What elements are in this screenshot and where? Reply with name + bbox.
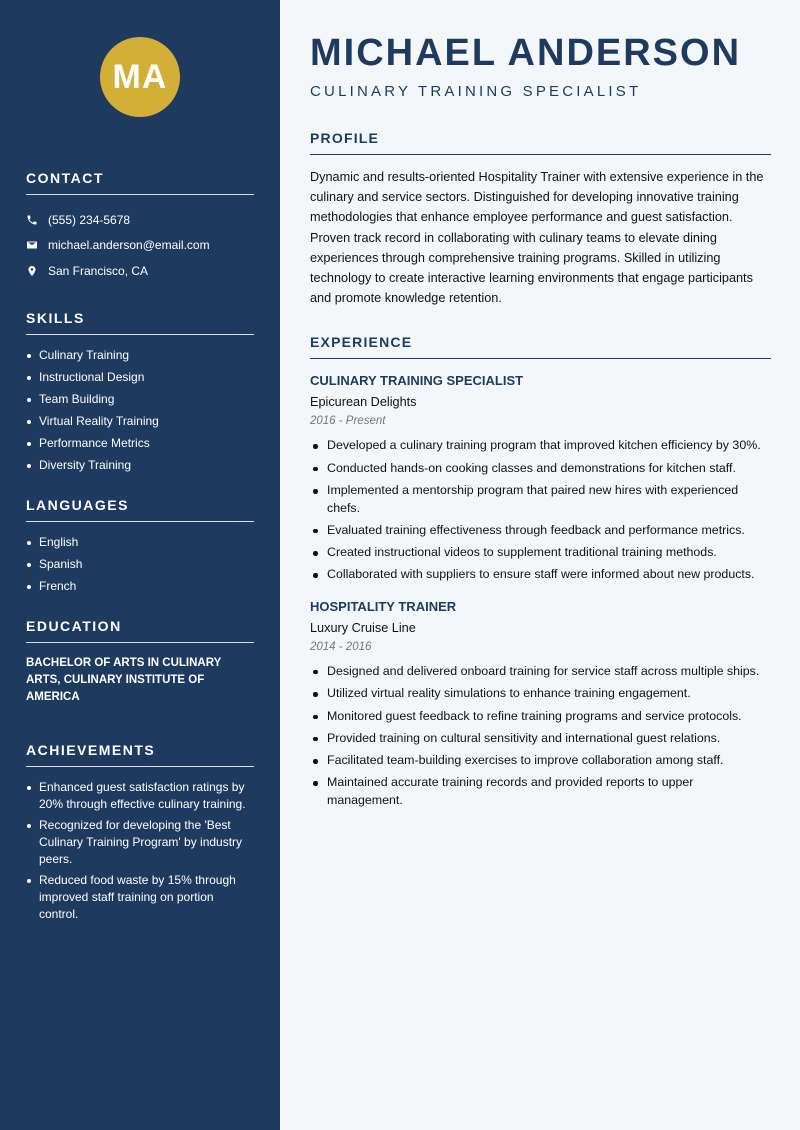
language-item: Spanish bbox=[26, 556, 254, 573]
job-title: CULINARY TRAINING SPECIALIST bbox=[310, 373, 524, 389]
contact-email bbox=[26, 233, 254, 259]
company-name: Epicurean Delights bbox=[310, 395, 417, 410]
contact-location bbox=[26, 258, 254, 284]
job-bullet: Monitored guest feedback to refine training programs and service protocols. bbox=[310, 708, 771, 726]
achievements-heading: ACHIEVEMENTS bbox=[26, 742, 254, 767]
job-bullet: Designed and delivered onboard training for service staff across multiple ships. bbox=[310, 663, 771, 681]
languages-list bbox=[26, 534, 254, 595]
job-bullet: Facilitated team-building exercises to improve collaboration among staff. bbox=[310, 752, 771, 770]
job-dates: 2014 - 2016 bbox=[310, 640, 372, 653]
email-text: michael.anderson@email.com bbox=[48, 238, 210, 253]
job-headline: CULINARY TRAINING SPECIALIST bbox=[310, 83, 642, 100]
skills-list bbox=[26, 347, 254, 474]
job-bullet: Conducted hands-on cooking classes and demonstrations for kitchen staff. bbox=[310, 460, 771, 478]
job-bullet: Provided training on cultural sensitivity and international guest relations. bbox=[310, 730, 771, 748]
contact-heading: CONTACT bbox=[26, 170, 254, 195]
job-bullet: Developed a culinary training program that improved kitchen efficiency by 30%. bbox=[310, 437, 771, 455]
achievement-item: Recognized for developing the 'Best Culinary Training Program' by industry peers. bbox=[26, 817, 254, 868]
job-bullet: Implemented a mentorship program that paired new hires with experienced chefs. bbox=[310, 482, 771, 517]
contact-section bbox=[26, 170, 254, 284]
skill-item: Instructional Design bbox=[26, 369, 254, 386]
location-pin-icon bbox=[26, 265, 38, 277]
education-heading: EDUCATION bbox=[26, 618, 254, 643]
mail-icon bbox=[26, 239, 38, 251]
main-content bbox=[280, 0, 800, 1130]
education-section bbox=[26, 618, 254, 706]
experience-section bbox=[310, 334, 771, 809]
skill-item: Performance Metrics bbox=[26, 435, 254, 452]
job-bullet: Collaborated with suppliers to ensure staff were informed about new products. bbox=[310, 566, 771, 584]
achievement-item: Enhanced guest satisfaction ratings by 20% through effective culinary training. bbox=[26, 779, 254, 813]
achievements-list bbox=[26, 779, 254, 923]
achievement-item: Reduced food waste by 15% through improved staff training on portion control. bbox=[26, 872, 254, 923]
skill-item: Diversity Training bbox=[26, 457, 254, 474]
job-dates: 2016 - Present bbox=[310, 415, 386, 428]
skills-section bbox=[26, 310, 254, 474]
job-bullet: Created instructional videos to supplement traditional training methods. bbox=[310, 544, 771, 562]
location-text: San Francisco, CA bbox=[48, 263, 149, 278]
job-entry bbox=[310, 373, 771, 583]
profile-section bbox=[310, 130, 771, 308]
avatar: MA bbox=[100, 37, 180, 117]
language-item: English bbox=[26, 534, 254, 551]
skill-item: Team Building bbox=[26, 391, 254, 408]
skill-item: Culinary Training bbox=[26, 347, 254, 364]
language-item: French bbox=[26, 578, 254, 595]
skills-heading: SKILLS bbox=[26, 310, 254, 335]
job-title: HOSPITALITY TRAINER bbox=[310, 598, 457, 614]
job-bullets bbox=[310, 437, 771, 583]
full-name: MICHAEL ANDERSON bbox=[310, 32, 742, 74]
profile-text: Dynamic and results-oriented Hospitality Trainer with extensive experience in the culinary and service sectors. Distinguished for developing innovative training methodologies that enhance employee performance and guest satisfaction. Proven track record in collaborating with culinary teams to elevate dining experiences through comprehensive training programs. Skilled in utilizing technology to create interactive learning environments that engage participants and promote knowledge retention. bbox=[310, 170, 764, 306]
profile-heading: PROFILE bbox=[310, 130, 771, 155]
contact-phone bbox=[26, 207, 254, 233]
languages-section bbox=[26, 497, 254, 595]
job-bullets bbox=[310, 663, 771, 809]
phone-icon bbox=[26, 214, 38, 226]
experience-heading: EXPERIENCE bbox=[310, 334, 771, 359]
job-bullet: Utilized virtual reality simulations to enhance training engagement. bbox=[310, 685, 771, 703]
company-name: Luxury Cruise Line bbox=[310, 620, 416, 635]
phone-text: (555) 234-5678 bbox=[48, 212, 131, 227]
sidebar bbox=[0, 0, 280, 1130]
job-entry bbox=[310, 599, 771, 809]
education-text: BACHELOR OF ARTS IN CULINARY ARTS, CULINARY INSTITUTE OF AMERICA bbox=[26, 656, 222, 703]
job-bullet: Evaluated training effectiveness through feedback and performance metrics. bbox=[310, 522, 771, 540]
achievements-section bbox=[26, 742, 254, 923]
languages-heading: LANGUAGES bbox=[26, 497, 254, 522]
job-bullet: Maintained accurate training records and provided reports to upper management. bbox=[310, 774, 771, 809]
skill-item: Virtual Reality Training bbox=[26, 413, 254, 430]
